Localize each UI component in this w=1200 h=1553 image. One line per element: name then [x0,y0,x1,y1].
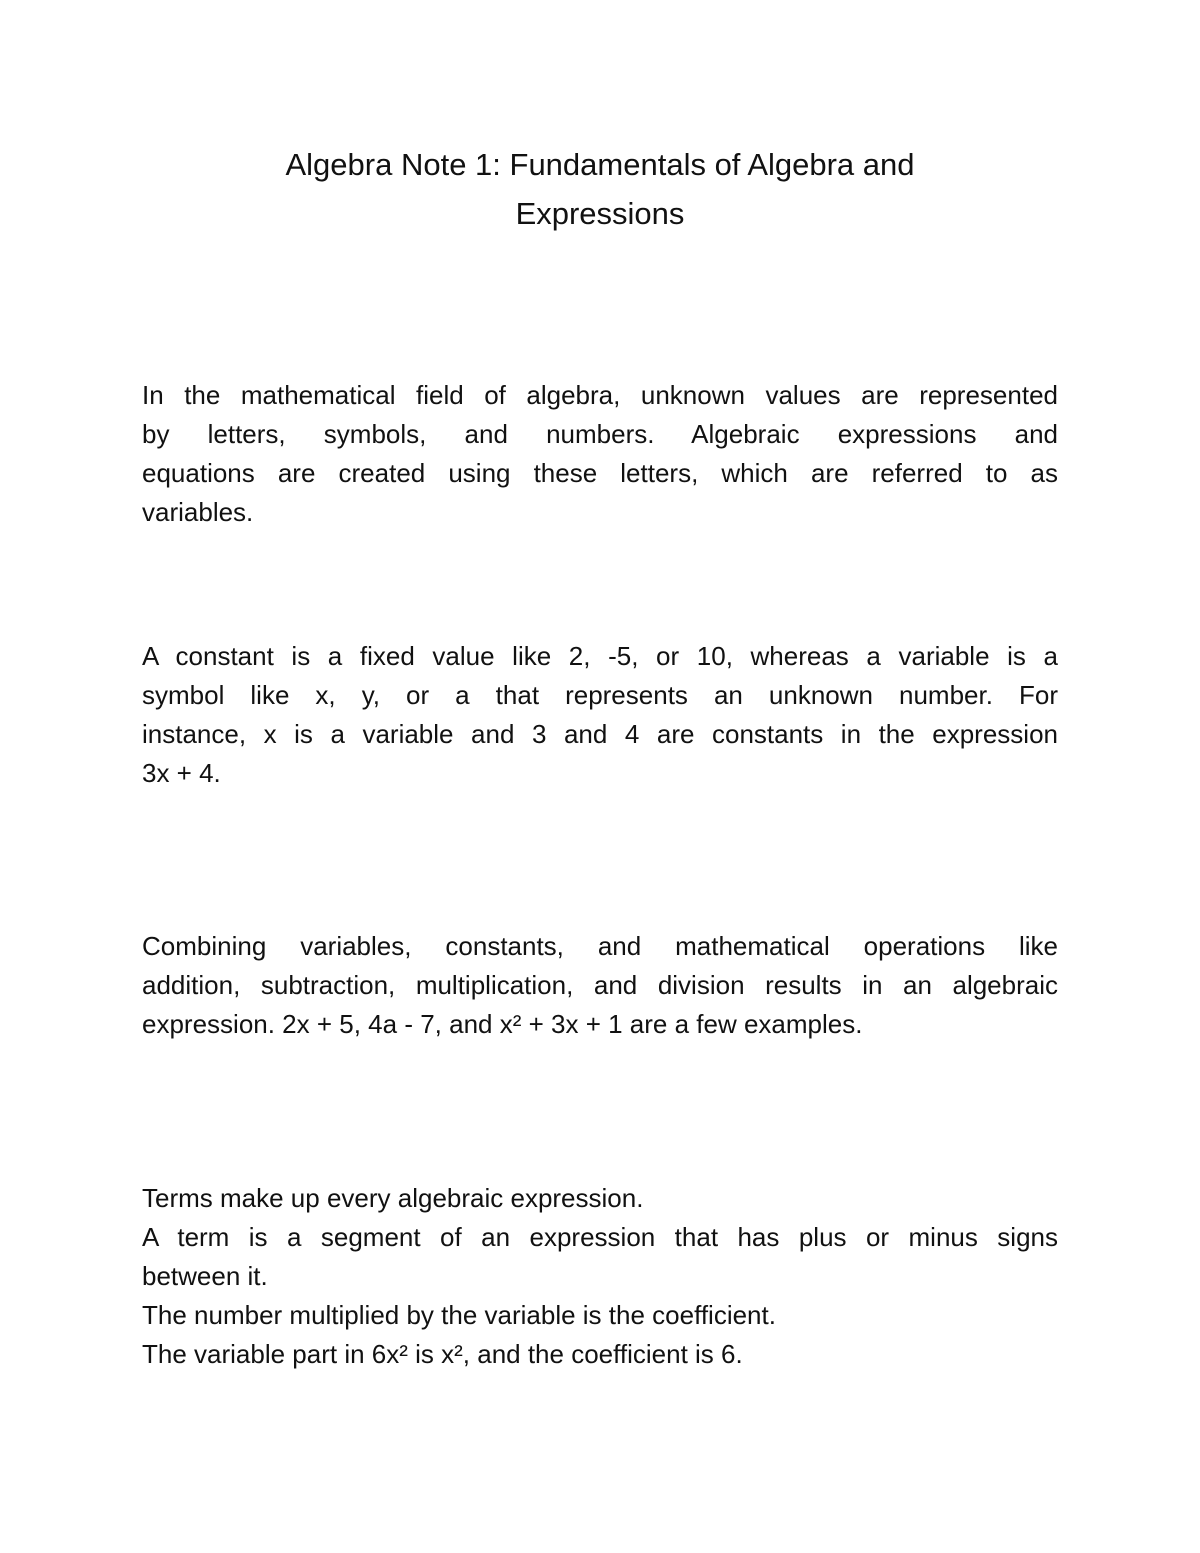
paragraph-line: A constant is a fixed value like 2, -5, or 10, whereas a variable is a [142,641,1058,671]
paragraph-constants [142,637,1058,793]
paragraph-line: A term is a segment of an expression that has plus or minus signs [142,1222,1058,1252]
title-line-2: Expressions [515,196,685,231]
paragraph-line: equations are created using these letters, which are referred to as [142,458,1058,488]
paragraph-line: variables. [142,497,254,527]
paragraph-terms [142,1179,1058,1374]
paragraph-line: between it. [142,1261,268,1291]
paragraph-line: instance, x is a variable and 3 and 4 are constants in the expression [142,719,1058,749]
paragraph-line: The number multiplied by the variable is the coefficient. [142,1300,776,1330]
paragraph-line: expression. 2x + 5, 4a - 7, and x² + 3x + 1 are a few examples. [142,1009,863,1039]
document-title [200,140,1000,238]
paragraph-line: Terms make up every algebraic expression. [142,1183,644,1213]
paragraph-line: symbol like x, y, or a that represents an unknown number. For [142,680,1058,710]
paragraph-line: 3x + 4. [142,758,221,788]
paragraph-expressions [142,927,1058,1044]
paragraph-line: Combining variables, constants, and mathematical operations like [142,931,1058,961]
paragraph-variables [142,376,1058,532]
paragraph-line: by letters, symbols, and numbers. Algebraic expressions and [142,419,1058,449]
paragraph-line: addition, subtraction, multiplication, and division results in an algebraic [142,970,1058,1000]
paragraph-line: The variable part in 6x² is x², and the coefficient is 6. [142,1339,743,1369]
title-line-1: Algebra Note 1: Fundamentals of Algebra and [285,147,915,182]
paragraph-line: In the mathematical field of algebra, unknown values are represented [142,380,1058,410]
